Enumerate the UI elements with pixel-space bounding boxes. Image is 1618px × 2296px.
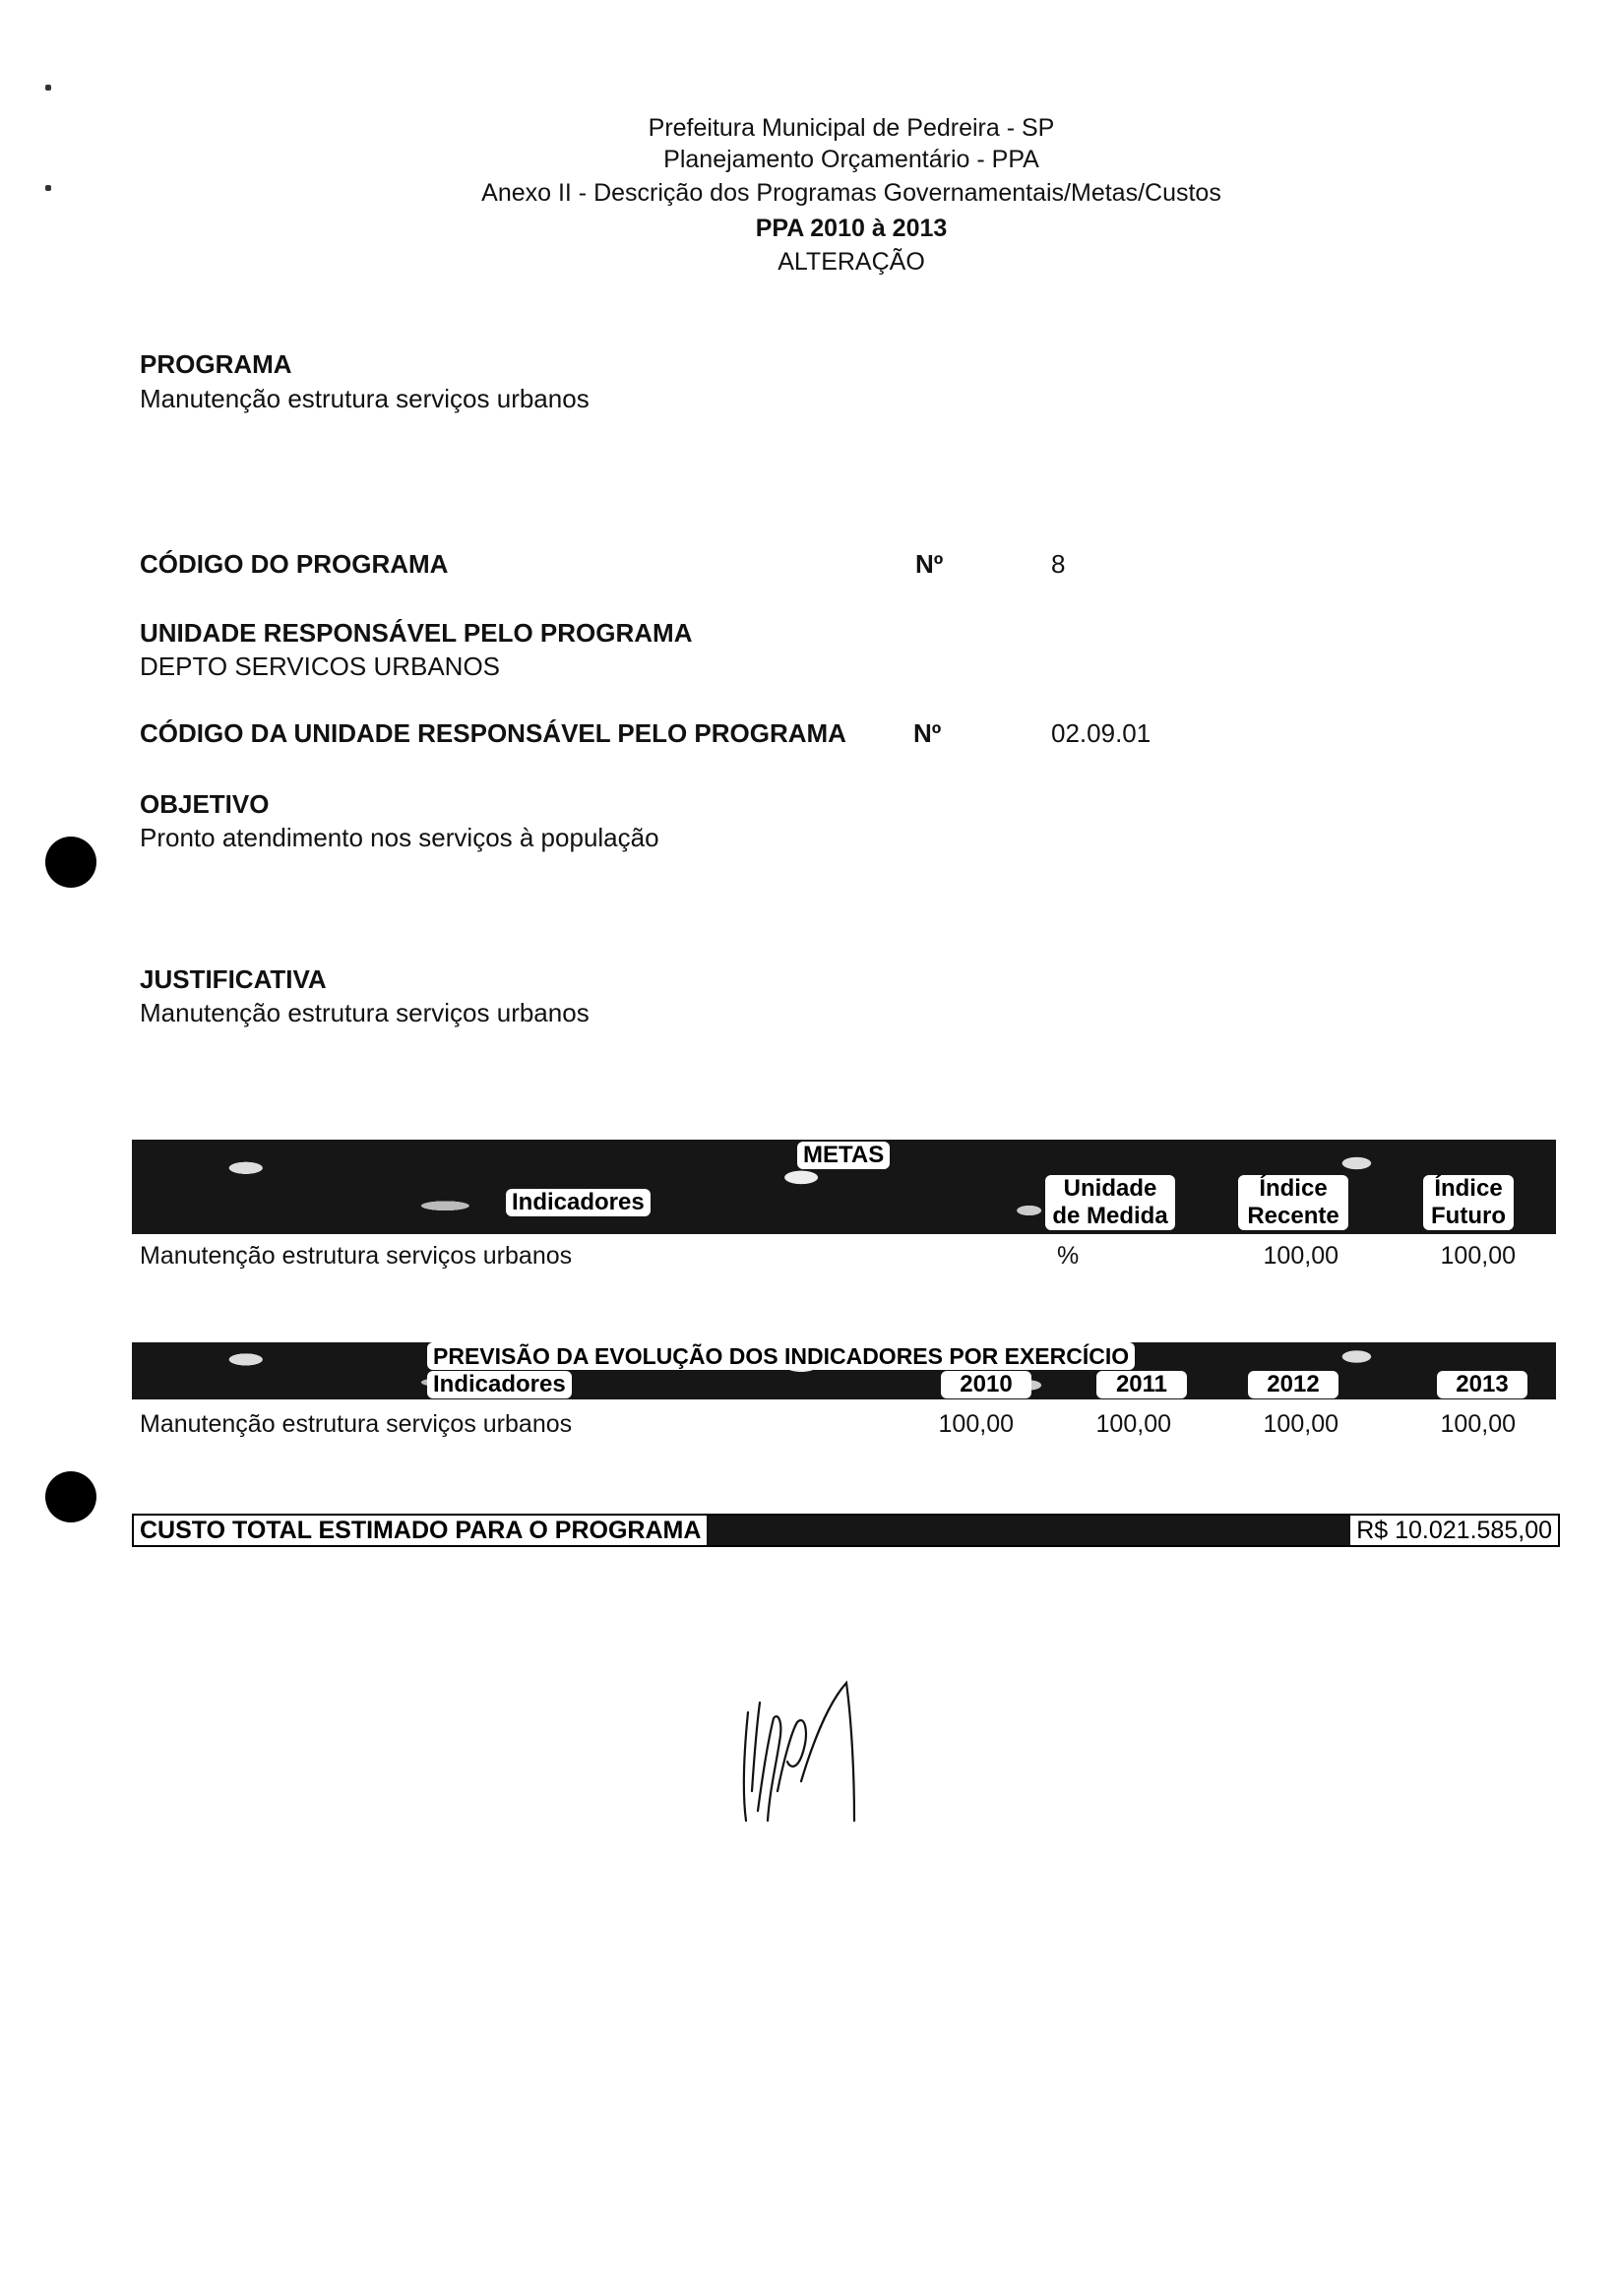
previsao-col-2012: 2012 bbox=[1248, 1371, 1338, 1398]
header-line-3: Anexo II - Descrição dos Programas Governamentais/Metas/Custos bbox=[481, 179, 1221, 207]
programa-label: PROGRAMA bbox=[140, 349, 292, 379]
header-line-1: Prefeitura Municipal de Pedreira - SP bbox=[648, 114, 1055, 142]
justificativa-value: Manutenção estrutura serviços urbanos bbox=[140, 998, 590, 1027]
metas-row-futuro: 100,00 bbox=[1440, 1242, 1516, 1270]
metas-col-futuro-l1: Índice bbox=[1434, 1175, 1503, 1202]
metas-col-futuro bbox=[1423, 1175, 1514, 1230]
previsao-col-2010: 2010 bbox=[941, 1371, 1031, 1398]
metas-col-indicadores: Indicadores bbox=[506, 1189, 651, 1216]
header-line-5: ALTERAÇÃO bbox=[778, 248, 925, 276]
codigo-programa-value: 8 bbox=[1051, 549, 1066, 579]
metas-col-unidade-l1: Unidade bbox=[1063, 1175, 1157, 1202]
header-line-4: PPA 2010 à 2013 bbox=[755, 215, 948, 242]
previsao-col-indicadores: Indicadores bbox=[427, 1371, 572, 1398]
hole-punch bbox=[45, 1471, 96, 1522]
objetivo-label: OBJETIVO bbox=[140, 789, 270, 819]
codigo-unidade-no: Nº bbox=[913, 718, 942, 748]
unidade-label: UNIDADE RESPONSÁVEL PELO PROGRAMA bbox=[140, 618, 693, 648]
metas-col-recente-l2: Recente bbox=[1247, 1203, 1339, 1229]
metas-title: METAS bbox=[797, 1142, 890, 1169]
previsao-row-2013: 100,00 bbox=[1440, 1410, 1516, 1438]
metas-row-unidade: % bbox=[1057, 1242, 1080, 1270]
custo-total-label: CUSTO TOTAL ESTIMADO PARA O PROGRAMA bbox=[134, 1516, 707, 1545]
metas-row-indicador: Manutenção estrutura serviços urbanos bbox=[140, 1242, 573, 1270]
previsao-row-2010: 100,00 bbox=[938, 1410, 1014, 1438]
metas-row-recente: 100,00 bbox=[1263, 1242, 1338, 1270]
justificativa-label: JUSTIFICATIVA bbox=[140, 964, 327, 994]
metas-header bbox=[132, 1140, 1556, 1234]
metas-col-unidade bbox=[1045, 1175, 1175, 1230]
handwritten-signature bbox=[718, 1673, 886, 1831]
codigo-unidade-label: CÓDIGO DA UNIDADE RESPONSÁVEL PELO PROGRAMA bbox=[140, 718, 846, 748]
previsao-row-2011: 100,00 bbox=[1095, 1410, 1171, 1438]
objetivo-value: Pronto atendimento nos serviços à população bbox=[140, 823, 659, 852]
scan-speck bbox=[45, 85, 51, 91]
codigo-programa-label: CÓDIGO DO PROGRAMA bbox=[140, 549, 449, 579]
hole-punch bbox=[45, 837, 96, 888]
metas-col-futuro-l2: Futuro bbox=[1431, 1203, 1506, 1229]
metas-col-recente-l1: Índice bbox=[1259, 1175, 1328, 1202]
programa-value: Manutenção estrutura serviços urbanos bbox=[140, 384, 590, 413]
previsao-header bbox=[132, 1342, 1556, 1399]
previsao-col-2011: 2011 bbox=[1096, 1371, 1187, 1398]
unidade-value: DEPTO SERVICOS URBANOS bbox=[140, 652, 501, 681]
previsao-row-2012: 100,00 bbox=[1263, 1410, 1338, 1438]
header-line-2: Planejamento Orçamentário - PPA bbox=[663, 146, 1039, 173]
previsao-row-indicador: Manutenção estrutura serviços urbanos bbox=[140, 1410, 573, 1438]
custo-total-value: R$ 10.021.585,00 bbox=[1350, 1516, 1558, 1545]
metas-col-recente bbox=[1238, 1175, 1348, 1230]
previsao-title: PREVISÃO DA EVOLUÇÃO DOS INDICADORES POR EXERCÍCIO bbox=[427, 1342, 1135, 1370]
custo-total-bar bbox=[132, 1514, 1560, 1547]
codigo-programa-no: Nº bbox=[915, 549, 944, 579]
codigo-unidade-value: 02.09.01 bbox=[1051, 718, 1151, 748]
previsao-col-2013: 2013 bbox=[1437, 1371, 1527, 1398]
metas-col-unidade-l2: de Medida bbox=[1052, 1203, 1168, 1229]
